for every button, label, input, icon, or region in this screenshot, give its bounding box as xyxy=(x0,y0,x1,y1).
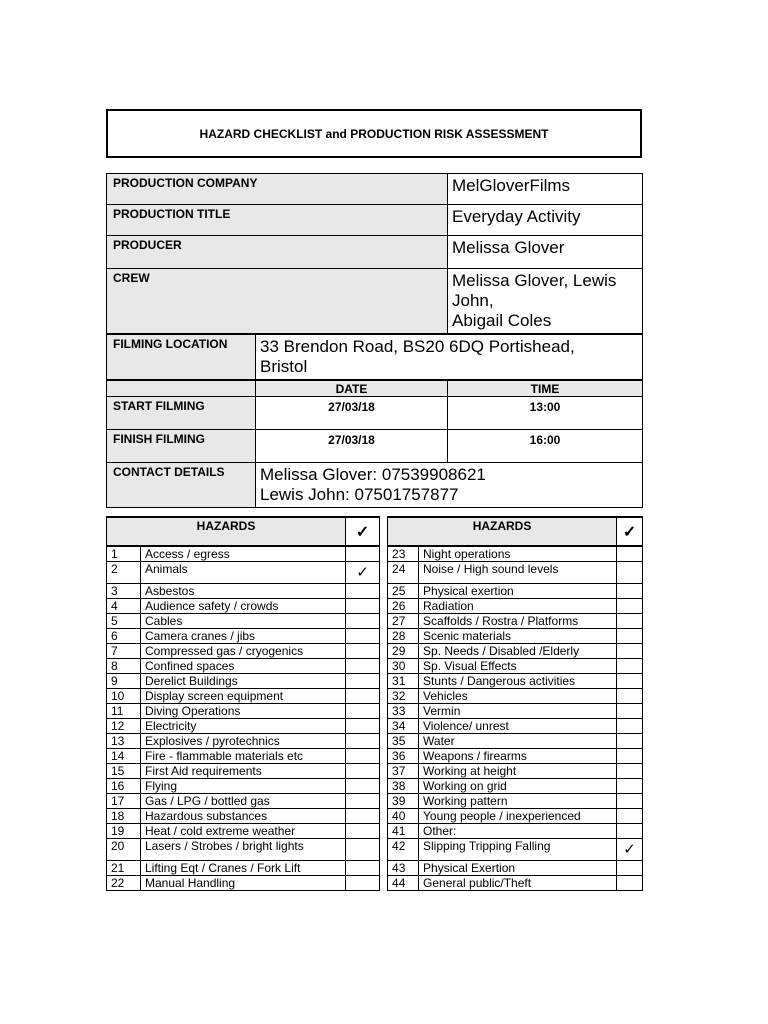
hazard-row xyxy=(107,734,643,749)
contact-line-1: Melissa Glover: 07539908621 xyxy=(260,465,486,484)
hazard-name: Vehicles xyxy=(419,689,617,704)
production-title-value: Everyday Activity xyxy=(448,205,643,236)
hazard-number: 26 xyxy=(388,599,419,614)
hazard-number: 12 xyxy=(107,719,141,734)
hazard-number: 27 xyxy=(388,614,419,629)
hazard-name: Working pattern xyxy=(419,794,617,809)
hazard-check[interactable] xyxy=(617,876,643,891)
hazard-row xyxy=(107,629,643,644)
hazard-number: 9 xyxy=(107,674,141,689)
hazard-name: Explosives / pyrotechnics xyxy=(141,734,346,749)
hazard-name: Confined spaces xyxy=(141,659,346,674)
crew-line-2: Abigail Coles xyxy=(452,311,552,330)
hazard-number: 4 xyxy=(107,599,141,614)
hazard-check[interactable] xyxy=(346,839,380,861)
finish-filming-time: 16:00 xyxy=(448,430,643,463)
hazard-check[interactable] xyxy=(617,861,643,876)
hazard-check[interactable] xyxy=(617,779,643,794)
hazard-check[interactable] xyxy=(617,546,643,562)
hazard-name: Camera cranes / jibs xyxy=(141,629,346,644)
hazard-name: Fire - flammable materials etc xyxy=(141,749,346,764)
crew-label: CREW xyxy=(107,269,448,335)
hazard-check[interactable] xyxy=(346,824,380,839)
hazard-name: Lasers / Strobes / bright lights xyxy=(141,839,346,861)
hazard-number: 29 xyxy=(388,644,419,659)
date-time-header-spacer xyxy=(107,380,256,397)
hazard-number: 23 xyxy=(388,546,419,562)
hazard-name: Working at height xyxy=(419,764,617,779)
hazard-row xyxy=(107,719,643,734)
hazard-name: Heat / cold extreme weather xyxy=(141,824,346,839)
hazard-number: 20 xyxy=(107,839,141,861)
hazard-name: Scaffolds / Rostra / Platforms xyxy=(419,614,617,629)
hazard-name: Physical Exertion xyxy=(419,861,617,876)
hazard-name: Audience safety / crowds xyxy=(141,599,346,614)
hazard-number: 32 xyxy=(388,689,419,704)
hazard-name: Asbestos xyxy=(141,584,346,599)
hazard-number: 41 xyxy=(388,824,419,839)
hazards-table xyxy=(106,516,643,891)
hazard-check[interactable] xyxy=(346,659,380,674)
hazard-number: 5 xyxy=(107,614,141,629)
hazard-name: Hazardous substances xyxy=(141,809,346,824)
finish-filming-date: 27/03/18 xyxy=(256,430,448,463)
hazard-number: 28 xyxy=(388,629,419,644)
form-title: HAZARD CHECKLIST and PRODUCTION RISK ASSESSMENT xyxy=(106,109,642,158)
hazard-name: Derelict Buildings xyxy=(141,674,346,689)
hazard-row xyxy=(107,614,643,629)
hazard-check[interactable] xyxy=(346,644,380,659)
hazard-check[interactable] xyxy=(346,674,380,689)
hazard-row xyxy=(107,764,643,779)
hazard-number: 10 xyxy=(107,689,141,704)
hazard-check[interactable] xyxy=(617,734,643,749)
crew-value xyxy=(448,269,643,335)
filming-location-value xyxy=(256,334,643,380)
hazard-number: 19 xyxy=(107,824,141,839)
hazard-check[interactable] xyxy=(346,546,380,562)
hazard-number: 37 xyxy=(388,764,419,779)
hazard-number: 24 xyxy=(388,562,419,584)
hazard-name: Vermin xyxy=(419,704,617,719)
hazard-check[interactable] xyxy=(617,629,643,644)
hazard-name: Sp. Visual Effects xyxy=(419,659,617,674)
hazard-name: Violence/ unrest xyxy=(419,719,617,734)
hazard-name: Noise / High sound levels xyxy=(419,562,617,584)
filming-location-line-1: 33 Brendon Road, BS20 6DQ Portishead, xyxy=(260,337,575,356)
hazard-row xyxy=(107,824,643,839)
production-company-label: PRODUCTION COMPANY xyxy=(107,174,448,205)
hazard-check[interactable] xyxy=(346,584,380,599)
hazard-name: Cables xyxy=(141,614,346,629)
hazard-number: 34 xyxy=(388,719,419,734)
hazard-row xyxy=(107,546,643,562)
finish-filming-label: FINISH FILMING xyxy=(107,430,256,463)
production-title-label: PRODUCTION TITLE xyxy=(107,205,448,236)
hazard-check[interactable] xyxy=(346,704,380,719)
hazard-name: Young people / inexperienced xyxy=(419,809,617,824)
hazard-name: Physical exertion xyxy=(419,584,617,599)
hazard-check[interactable] xyxy=(346,764,380,779)
hazard-row xyxy=(107,876,643,891)
hazard-number: 42 xyxy=(388,839,419,861)
hazard-number: 16 xyxy=(107,779,141,794)
hazard-row xyxy=(107,562,643,584)
hazard-check[interactable] xyxy=(346,861,380,876)
date-header: DATE xyxy=(256,380,448,397)
hazard-number: 35 xyxy=(388,734,419,749)
hazard-number: 39 xyxy=(388,794,419,809)
hazard-row xyxy=(107,659,643,674)
hazards-header-left: HAZARDS xyxy=(107,517,346,546)
hazard-name: Manual Handling xyxy=(141,876,346,891)
hazard-name: Scenic materials xyxy=(419,629,617,644)
hazard-check[interactable] xyxy=(617,659,643,674)
hazard-check[interactable] xyxy=(617,809,643,824)
hazard-row xyxy=(107,599,643,614)
hazard-row xyxy=(107,779,643,794)
hazard-number: 8 xyxy=(107,659,141,674)
hazard-number: 43 xyxy=(388,861,419,876)
production-info-table xyxy=(106,173,643,508)
hazard-name: Night operations xyxy=(419,546,617,562)
hazard-name: Stunts / Dangerous activities xyxy=(419,674,617,689)
hazard-check[interactable] xyxy=(346,809,380,824)
contact-line-2: Lewis John: 07501757877 xyxy=(260,485,459,504)
hazard-number: 25 xyxy=(388,584,419,599)
hazard-number: 6 xyxy=(107,629,141,644)
hazard-check[interactable] xyxy=(617,614,643,629)
hazard-check[interactable] xyxy=(346,779,380,794)
hazard-row xyxy=(107,809,643,824)
hazard-number: 21 xyxy=(107,861,141,876)
filming-location-line-2: Bristol xyxy=(260,357,308,376)
hazard-name: Sp. Needs / Disabled /Elderly xyxy=(419,644,617,659)
hazard-number: 22 xyxy=(107,876,141,891)
hazard-number: 14 xyxy=(107,749,141,764)
hazard-rows xyxy=(107,546,643,891)
hazard-row xyxy=(107,861,643,876)
hazard-check[interactable] xyxy=(617,644,643,659)
hazard-row xyxy=(107,584,643,599)
hazard-name: Slipping Tripping Falling xyxy=(419,839,617,861)
hazard-name: First Aid requirements xyxy=(141,764,346,779)
hazard-number: 44 xyxy=(388,876,419,891)
hazard-name: Gas / LPG / bottled gas xyxy=(141,794,346,809)
hazard-check[interactable] xyxy=(617,719,643,734)
start-filming-time: 13:00 xyxy=(448,397,643,430)
hazard-number: 13 xyxy=(107,734,141,749)
hazard-check[interactable] xyxy=(617,674,643,689)
hazard-check[interactable] xyxy=(617,749,643,764)
start-filming-date: 27/03/18 xyxy=(256,397,448,430)
hazard-name: Weapons / firearms xyxy=(419,749,617,764)
hazard-number: 1 xyxy=(107,546,141,562)
hazard-check[interactable]: ✓ xyxy=(346,562,380,584)
hazard-check[interactable] xyxy=(346,614,380,629)
hazard-check[interactable] xyxy=(617,704,643,719)
hazard-name: Access / egress xyxy=(141,546,346,562)
hazard-check[interactable] xyxy=(617,794,643,809)
hazard-row xyxy=(107,704,643,719)
hazard-number: 30 xyxy=(388,659,419,674)
hazard-check[interactable] xyxy=(346,689,380,704)
hazard-name: Diving Operations xyxy=(141,704,346,719)
hazard-check[interactable] xyxy=(346,749,380,764)
hazard-number: 36 xyxy=(388,749,419,764)
hazard-name: Display screen equipment xyxy=(141,689,346,704)
hazard-name: Radiation xyxy=(419,599,617,614)
hazard-row xyxy=(107,674,643,689)
hazard-name: Animals xyxy=(141,562,346,584)
time-header: TIME xyxy=(448,380,643,397)
contact-details-value xyxy=(256,463,643,508)
hazard-check[interactable] xyxy=(617,584,643,599)
hazard-name: Lifting Eqt / Cranes / Fork Lift xyxy=(141,861,346,876)
hazard-name: Compressed gas / cryogenics xyxy=(141,644,346,659)
hazard-name: Electricity xyxy=(141,719,346,734)
hazard-name: Flying xyxy=(141,779,346,794)
filming-location-label: FILMING LOCATION xyxy=(107,334,256,380)
hazard-check[interactable] xyxy=(617,689,643,704)
contact-details-label: CONTACT DETAILS xyxy=(107,463,256,508)
hazard-name: Other: xyxy=(419,824,617,839)
hazard-check[interactable] xyxy=(346,719,380,734)
hazard-check[interactable] xyxy=(617,599,643,614)
hazard-check[interactable] xyxy=(346,876,380,891)
hazard-row xyxy=(107,689,643,704)
check-header-left: ✓ xyxy=(346,517,380,546)
hazard-check[interactable] xyxy=(346,599,380,614)
hazard-row xyxy=(107,839,643,861)
hazard-number: 33 xyxy=(388,704,419,719)
hazard-check[interactable]: ✓ xyxy=(617,839,643,861)
hazard-number: 11 xyxy=(107,704,141,719)
check-header-right: ✓ xyxy=(617,517,643,546)
hazard-number: 15 xyxy=(107,764,141,779)
hazard-row xyxy=(107,644,643,659)
hazard-number: 18 xyxy=(107,809,141,824)
hazard-check[interactable] xyxy=(617,824,643,839)
hazards-header-right: HAZARDS xyxy=(388,517,617,546)
hazard-check[interactable] xyxy=(346,794,380,809)
hazard-name: Working on grid xyxy=(419,779,617,794)
hazard-number: 31 xyxy=(388,674,419,689)
production-company-value: MelGloverFilms xyxy=(448,174,643,205)
hazard-row xyxy=(107,794,643,809)
producer-label: PRODUCER xyxy=(107,236,448,269)
hazard-number: 3 xyxy=(107,584,141,599)
hazard-row xyxy=(107,749,643,764)
hazard-name: Water xyxy=(419,734,617,749)
start-filming-label: START FILMING xyxy=(107,397,256,430)
hazard-check[interactable] xyxy=(346,734,380,749)
hazard-check[interactable] xyxy=(346,629,380,644)
hazard-number: 38 xyxy=(388,779,419,794)
hazard-name: General public/Theft xyxy=(419,876,617,891)
hazard-number: 40 xyxy=(388,809,419,824)
hazard-number: 17 xyxy=(107,794,141,809)
crew-line-1: Melissa Glover, Lewis John, xyxy=(452,271,617,310)
producer-value: Melissa Glover xyxy=(448,236,643,269)
hazard-check[interactable] xyxy=(617,562,643,584)
hazard-number: 2 xyxy=(107,562,141,584)
hazard-check[interactable] xyxy=(617,764,643,779)
hazard-number: 7 xyxy=(107,644,141,659)
